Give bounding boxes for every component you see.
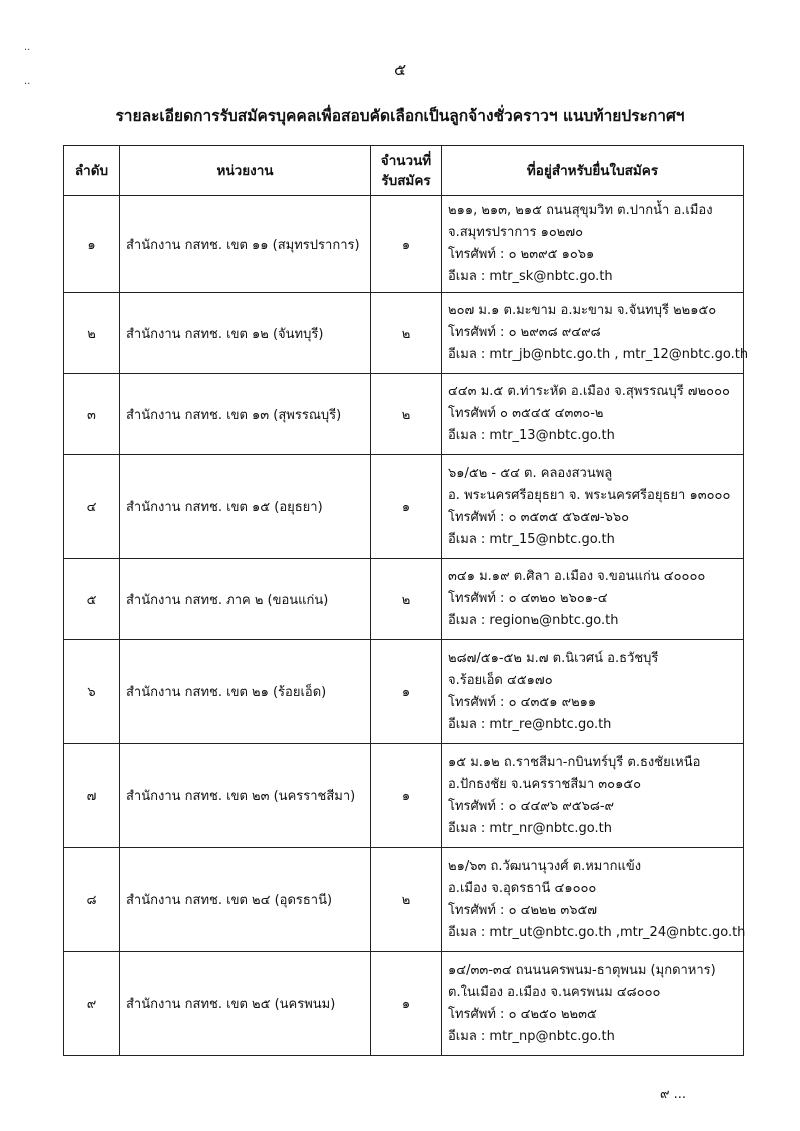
address-line: ๔๔๓ ม.๕ ต.ท่าระหัด อ.เมือง จ.สุพรรณบุรี ๗๒๐๐๐: [448, 384, 730, 399]
header-count-line1: จำนวนที่: [380, 152, 432, 169]
row-number: ๒: [64, 293, 120, 374]
table-row: [64, 640, 744, 744]
address-line: โทรศัพท์ : ๐ ๔๒๕๐ ๒๒๓๕: [448, 1006, 597, 1022]
address-line: อ.ปักธงชัย จ.นครราชสีมา ๓๐๑๕๐: [448, 776, 642, 792]
address-line: อีเมล : mtr_15@nbtc.go.th: [448, 531, 615, 547]
document-title: รายละเอียดการรับสมัครบุคคลเพื่อสอบคัดเลือกเป็นลูกจ้างชั่วคราวฯ แนบท้ายประกาศฯ: [115, 107, 685, 125]
header-address: ที่อยู่สำหรับยื่นใบสมัคร: [442, 146, 744, 196]
applicant-count: ๑: [371, 744, 442, 848]
address-line: ๑๕ ม.๑๒ ถ.ราชสีมา-กบินทร์บุรี ต.ธงชัยเหนือ: [448, 754, 701, 770]
address-cell: [442, 640, 744, 744]
office-name: สำนักงาน กสทช. เขต ๑๓ (สุพรรณบุรี): [120, 374, 371, 455]
page-number: ๕: [393, 60, 407, 79]
address-line: ๑๔/๓๓-๓๔ ถนนนครพนม-ธาตุพนม (มุกดาหาร): [448, 962, 716, 978]
address-line: โทรศัพท์ : ๐ ๔๓๕๑ ๙๒๑๑: [448, 694, 597, 710]
address-line: ๒๑/๖๓ ถ.วัฒนานุวงศ์ ต.หมากแข้ง: [448, 858, 642, 874]
table-header-row: [64, 146, 744, 196]
address-line: โทรศัพท์ ๐ ๓๕๔๕ ๔๓๓๐-๒: [448, 406, 604, 421]
applicant-count: ๒: [371, 374, 442, 455]
table-row: [64, 455, 744, 559]
applicant-locations-table: [63, 145, 749, 1056]
row-number: ๘: [64, 848, 120, 952]
next-page-marker: ๙ ...: [660, 1087, 687, 1102]
row-number: ๙: [64, 952, 120, 1056]
header-no: ลำดับ: [64, 146, 120, 196]
table-row: [64, 196, 744, 293]
address-line: จ.ร้อยเอ็ด ๔๕๑๗๐: [448, 672, 553, 688]
address-line: อีเมล : mtr_jb@nbtc.go.th , mtr_12@nbtc.go.th: [448, 347, 749, 362]
table-row: [64, 848, 744, 952]
table-row: [64, 952, 744, 1056]
header-count-line2: รับสมัคร: [381, 172, 431, 189]
address-cell: [442, 744, 744, 848]
row-number: ๖: [64, 640, 120, 744]
table-body: [64, 196, 749, 1056]
applicant-count: ๑: [371, 640, 442, 744]
applicant-count: ๒: [371, 293, 442, 374]
address-line: ต.ในเมือง อ.เมือง จ.นครพนม ๔๘๐๐๐: [448, 984, 661, 1000]
address-line: อีเมล : mtr_re@nbtc.go.th: [448, 716, 612, 732]
row-number: ๑: [64, 196, 120, 293]
address-line: อีเมล : region๒@nbtc.go.th: [448, 613, 619, 628]
applicant-count: ๑: [371, 196, 442, 293]
address-line: อีเมล : mtr_nr@nbtc.go.th: [448, 820, 612, 836]
table-row: [64, 559, 744, 640]
header-count: [371, 146, 442, 196]
row-number: ๕: [64, 559, 120, 640]
address-line: อีเมล : mtr_sk@nbtc.go.th: [448, 269, 613, 284]
address-cell: [442, 196, 744, 293]
office-name: สำนักงาน กสทช. เขต ๒๕ (นครพนม): [120, 952, 371, 1056]
office-name: สำนักงาน กสทช. เขต ๑๒ (จันทบุรี): [120, 293, 371, 374]
address-line: ๓๔๑ ม.๑๙ ต.ศิลา อ.เมือง จ.ขอนแก่น ๔๐๐๐๐: [448, 569, 706, 584]
office-name: สำนักงาน กสทช. เขต ๑๕ (อยุธยา): [120, 455, 371, 559]
address-line: โทรศัพท์ : ๐ ๓๕๓๕ ๕๖๕๗-๖๖๐: [448, 509, 630, 525]
address-line: อีเมล : mtr_ut@nbtc.go.th ,mtr_24@nbtc.go.th: [448, 924, 746, 940]
address-line: โทรศัพท์ : ๐ ๒๙๓๘ ๙๔๙๘: [448, 325, 601, 340]
applicant-count: ๑: [371, 952, 442, 1056]
header-unit: หน่วยงาน: [120, 146, 371, 196]
applicant-count: ๒: [371, 848, 442, 952]
address-line: อีเมล : mtr_np@nbtc.go.th: [448, 1028, 615, 1044]
address-line: อีเมล : mtr_13@nbtc.go.th: [448, 428, 615, 443]
row-number: ๓: [64, 374, 120, 455]
applicant-count: ๒: [371, 559, 442, 640]
row-number: ๗: [64, 744, 120, 848]
address-cell: [442, 952, 744, 1056]
table-row: [64, 374, 744, 455]
office-name: สำนักงาน กสทช. เขต ๒๔ (อุดรธานี): [120, 848, 371, 952]
office-name: สำนักงาน กสทช. เขต ๑๑ (สมุทรปราการ): [120, 196, 371, 293]
address-line: โทรศัพท์ : ๐ ๔๔๙๖ ๙๕๖๘-๙: [448, 798, 615, 814]
office-name: สำนักงาน กสทช. เขต ๒๑ (ร้อยเอ็ด): [120, 640, 371, 744]
address-cell: [442, 374, 744, 455]
table-row: [64, 293, 744, 374]
address-line: โทรศัพท์ : ๐ ๔๓๒๐ ๒๖๐๑-๔: [448, 591, 608, 606]
address-line: ๒๐๗ ม.๑ ต.มะขาม อ.มะขาม จ.จันทบุรี ๒๒๑๕๐: [448, 303, 717, 318]
address-line: โทรศัพท์ : ๐ ๒๓๙๕ ๑๐๖๑: [448, 247, 595, 262]
address-line: อ. พระนครศรีอยุธยา จ. พระนครศรีอยุธยา ๑๓๐๐๐: [448, 487, 731, 503]
address-line: อ.เมือง จ.อุดรธานี ๔๑๐๐๐: [448, 880, 597, 896]
address-cell: [442, 559, 744, 640]
table-row: [64, 744, 744, 848]
address-line: โทรศัพท์ : ๐ ๔๒๒๒ ๓๖๕๗: [448, 902, 598, 918]
office-name: สำนักงาน กสทช. ภาค ๒ (ขอนแก่น): [120, 559, 371, 640]
office-name: สำนักงาน กสทช. เขต ๒๓ (นครราชสีมา): [120, 744, 371, 848]
applicant-count: ๑: [371, 455, 442, 559]
address-line: ๒๑๑, ๒๑๓, ๒๑๕ ถนนสุขุมวิท ต.ปากน้ำ อ.เมือง: [448, 203, 713, 218]
address-cell: [442, 848, 744, 952]
row-number: ๔: [64, 455, 120, 559]
address-cell: [442, 455, 744, 559]
address-cell: [442, 293, 749, 374]
address-line: ๖๑/๕๒ - ๕๔ ต. คลองสวนพลู: [448, 465, 613, 481]
scan-marks: ·· ··: [24, 45, 31, 90]
address-line: ๒๘๗/๕๑-๕๒ ม.๗ ต.นิเวศน์ อ.ธวัชบุรี: [448, 650, 659, 666]
address-line: จ.สมุทรปราการ ๑๐๒๗๐: [448, 225, 584, 240]
